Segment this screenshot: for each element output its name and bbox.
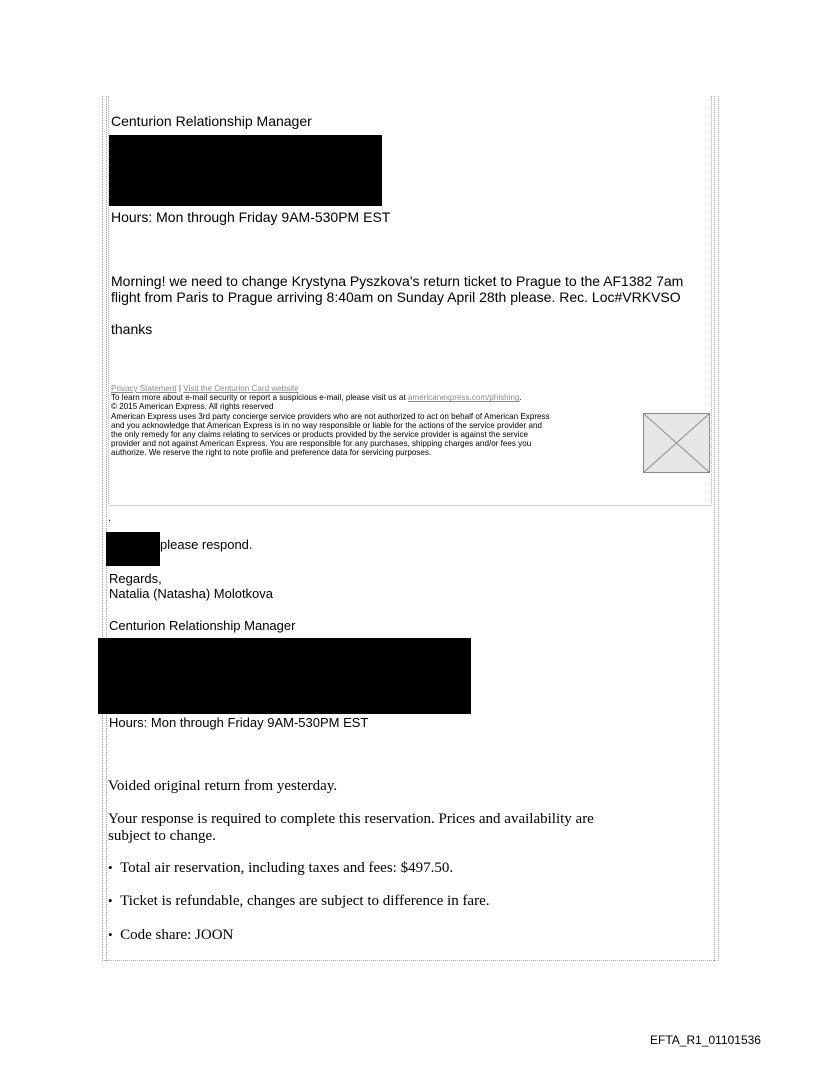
quoted-thanks: thanks — [111, 321, 153, 337]
disclaimer-line: American Express uses 3rd party concierge service providers who are not authorized to act on behalf of American Express — [111, 411, 550, 421]
outer-frame-bottom — [104, 960, 716, 961]
response-line-2: subject to change. — [108, 828, 216, 844]
phishing-text: To learn more about e-mail security or report a suspicious e-mail, please visit us at — [111, 393, 408, 403]
reply-regards: Regards, — [109, 571, 162, 586]
phishing-link[interactable]: americanexpress.com/phishing — [407, 393, 520, 403]
phishing-end: . — [519, 393, 522, 403]
redaction-block — [106, 532, 160, 566]
quoted-hours: Hours: Mon through Friday 9AM-530PM EST — [111, 209, 391, 225]
list-item: • Total air reservation, including taxes and fees: $497.50. — [108, 860, 454, 876]
redaction-block — [109, 135, 382, 206]
footer-separator: | — [176, 384, 184, 393]
reply-sender-name: Natalia (Natasha) Molotkova — [109, 586, 274, 601]
quoted-signature-title: Centurion Relationship Manager — [111, 113, 312, 129]
disclaimer-line: and you acknowledge that American Express is in no way responsible or liable for the actions of the service provider and — [111, 420, 543, 430]
list-item: • Ticket is refundable, changes are subject to difference in fare. — [108, 893, 490, 909]
reply-signature-title: Centurion Relationship Manager — [109, 618, 296, 633]
disclaimer-line: authorize. We reserve the right to note profile and preference data for servicing purposes. — [111, 448, 432, 458]
stray-dot: . — [108, 512, 112, 524]
quoted-body-line-1: Morning! we need to change Krystyna Pyszkova's return ticket to Prague to the AF1382 7am — [111, 273, 684, 289]
disclaimer-line: provider and not against American Express. You are responsible for any purchases, shipping charges and/or fees you — [111, 439, 532, 449]
bullet-text: Total air reservation, including taxes and fees: $497.50. — [120, 860, 454, 876]
privacy-statement-link[interactable]: Privacy Statement — [111, 384, 177, 393]
quoted-frame-right — [711, 96, 712, 506]
voided-note: Voided original return from yesterday. — [108, 778, 338, 794]
reply-respond: please respond. — [160, 537, 253, 552]
bullet-text: Ticket is refundable, changes are subject to difference in fare. — [120, 893, 490, 909]
outer-frame-right — [714, 96, 719, 961]
bullet-text: Code share: JOON — [120, 927, 234, 943]
quoted-frame-bottom — [108, 505, 712, 506]
copyright: © 2015 American Express. All rights reserved — [111, 402, 274, 412]
quoted-body-line-2: flight from Paris to Prague arriving 8:40am on Sunday April 28th please. Rec. Loc#VRKVSO — [111, 289, 681, 305]
centurion-website-link[interactable]: Visit the Centurion Card website — [183, 384, 299, 393]
outer-frame-left — [102, 96, 107, 961]
email-footer — [111, 384, 646, 458]
disclaimer-line: the only remedy for any claims relating to services or products provided by the service provider is against the service — [111, 430, 529, 440]
broken-image-icon — [643, 413, 710, 473]
list-item: • Code share: JOON — [108, 927, 234, 943]
document-id: EFTA_R1_01101536 — [650, 1033, 761, 1047]
reply-hours: Hours: Mon through Friday 9AM-530PM EST — [109, 715, 369, 730]
response-line-1: Your response is required to complete this reservation. Prices and availability are — [108, 811, 594, 827]
redaction-block — [98, 638, 471, 714]
